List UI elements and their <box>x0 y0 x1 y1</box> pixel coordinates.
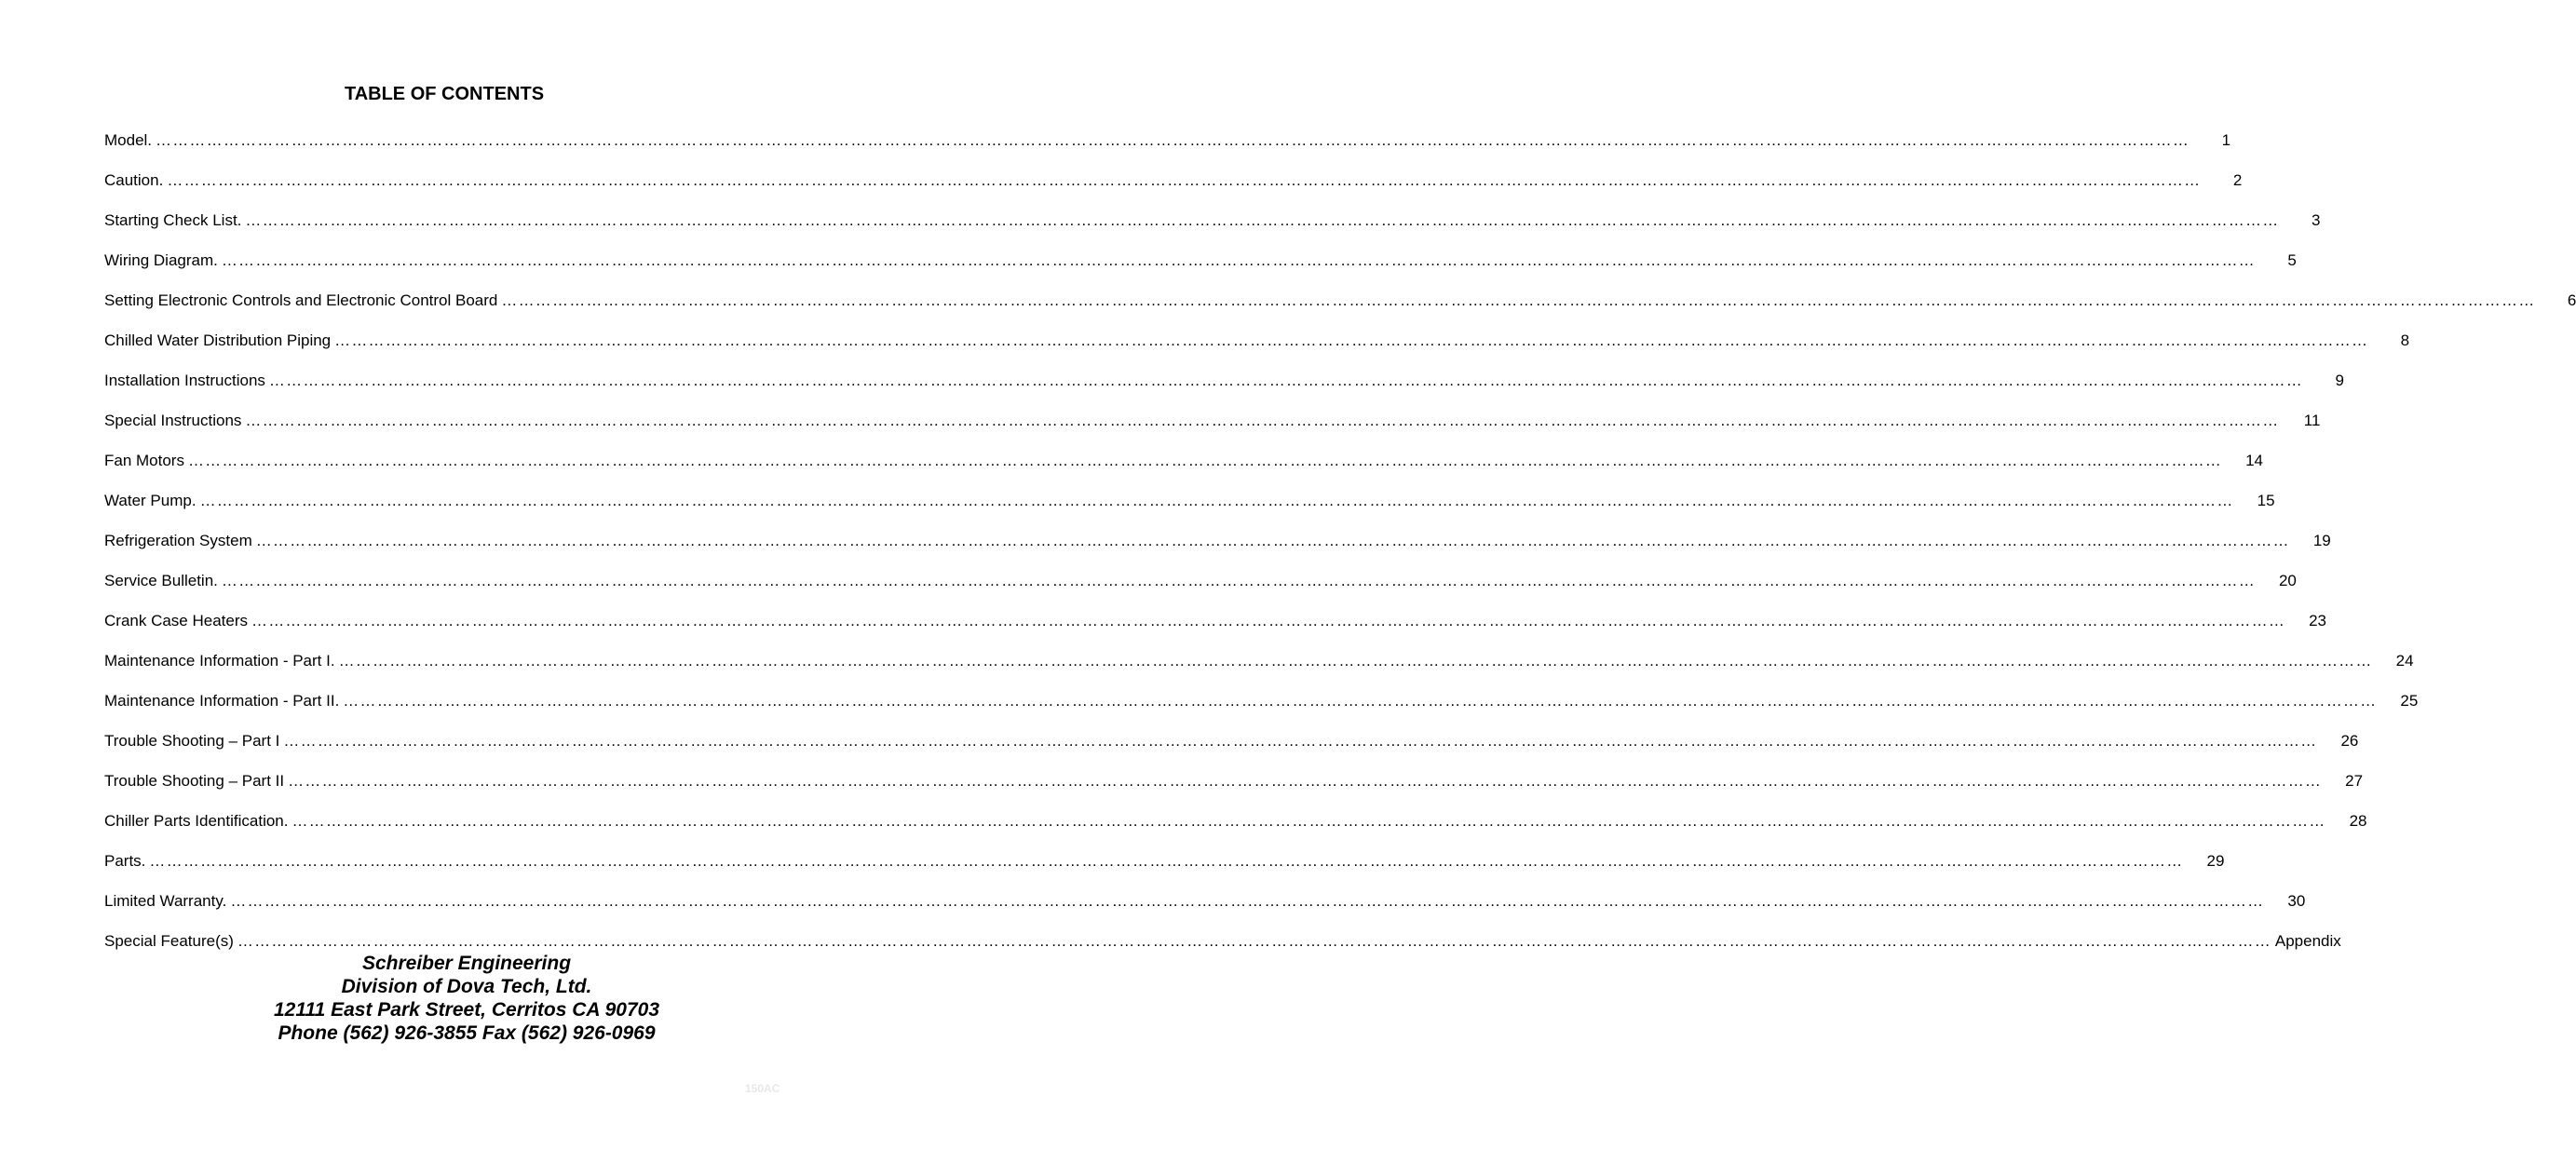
toc-entry-page: 14 <box>2245 452 2263 469</box>
toc-entry-chilled-water-piping <box>104 327 2410 367</box>
toc-entry-label: Trouble Shooting – Part II <box>104 772 285 790</box>
document-code: 150AC <box>745 1082 780 1095</box>
toc-entry-refrigeration-system <box>104 527 2331 567</box>
dot-leader: ……………………………………………………………………………………………………………………………………………………………………………………………………………………………………………………………………………………………………………………………… <box>187 452 2222 469</box>
dot-leader: ……………………………………………………………………………………………………………………………………………………………………………………………………………………………………………………………………………………………………………………………… <box>230 892 2265 910</box>
toc-entry-page: 9 <box>2335 372 2344 389</box>
toc-entry-label: Caution. <box>104 171 164 189</box>
toc-entry-page: 20 <box>2278 572 2297 589</box>
toc-entry-trouble-shooting-part-2 <box>104 767 2364 807</box>
dot-leader: ……………………………………………………………………………………………………………………………………………………………………………………………………………………………………………………………………………………………………………………………… <box>283 732 2318 750</box>
toc-entry-service-bulletin <box>104 567 2297 607</box>
dot-leader: ……………………………………………………………………………………………………………………………………………………………………………………………………………………………………………………………………………………………………………………………… <box>237 932 2271 950</box>
toc-entry-label: Crank Case Heaters <box>104 612 249 629</box>
page-title: TABLE OF CONTENTS <box>344 84 545 104</box>
dot-leader: ……………………………………………………………………………………………………………………………………………………………………………………………………………………………………………………………………………………………………………………………… <box>221 572 2256 589</box>
dot-leader: ……………………………………………………………………………………………………………………………………………………………………………………………………………………………………………………………………………………………………………………………… <box>156 131 2190 149</box>
toc-entry-electronic-controls <box>104 287 2576 327</box>
company-division: Division of Dova Tech, Ltd. <box>341 976 592 997</box>
toc-entry-page: 5 <box>2287 251 2297 269</box>
dot-leader: ……………………………………………………………………………………………………………………………………………………………………………………………………………………………………………………………………………………………………………………………… <box>501 291 2536 309</box>
toc-entry-trouble-shooting-part-1 <box>104 727 2359 767</box>
toc-entry-special-instructions <box>104 407 2321 447</box>
toc-entry-page: 1 <box>2221 131 2231 149</box>
dot-leader: ……………………………………………………………………………………………………………………………………………………………………………………………………………………………………………………………………………………………………………………………… <box>338 652 2373 670</box>
dot-leader: ……………………………………………………………………………………………………………………………………………………………………………………………………………………………………………………………………………………………………………………………… <box>199 492 2234 509</box>
toc-entry-label: Chilled Water Distribution Piping <box>104 331 332 349</box>
toc-entry-label: Chiller Parts Identification. <box>104 812 289 830</box>
toc-entry-label: Setting Electronic Controls and Electronic Control Board <box>104 291 498 309</box>
toc-entry-page: 27 <box>2345 772 2364 790</box>
toc-entry-page: 19 <box>2312 532 2331 549</box>
company-phone-fax: Phone (562) 926-3855 Fax (562) 926-0969 <box>278 1022 656 1044</box>
toc-entry-limited-warranty <box>104 887 2306 927</box>
toc-entry-label: Maintenance Information - Part II. <box>104 692 340 710</box>
toc-entry-label: Model. <box>104 131 153 149</box>
toc-entry-starting-check-list <box>104 207 2321 247</box>
toc-entry-page: 26 <box>2340 732 2359 750</box>
toc-entry-page: Appendix <box>2274 932 2341 950</box>
toc-entry-page: 24 <box>2395 652 2414 670</box>
dot-leader: ……………………………………………………………………………………………………………………………………………………………………………………………………………………………………………………………………………………………………………………………… <box>255 532 2290 549</box>
dot-leader: ……………………………………………………………………………………………………………………………………………………………………………………………………………………………………………………………………………………………………………………………… <box>334 331 2369 349</box>
dot-leader: ……………………………………………………………………………………………………………………………………………………………………………………………………………………………………………………………………………………………………………………………… <box>251 612 2286 629</box>
toc-entry-page: 28 <box>2349 812 2367 830</box>
toc-entry-water-pump <box>104 487 2275 527</box>
toc-entry-label: Installation Instructions <box>104 372 265 389</box>
toc-entry-page: 23 <box>2309 612 2327 629</box>
dot-leader: ……………………………………………………………………………………………………………………………………………………………………………………………………………………………………………………………………………………………………………………………… <box>167 171 2202 189</box>
toc-entry-label: Starting Check List. <box>104 211 242 229</box>
toc-entry-wiring-diagram <box>104 247 2297 287</box>
toc-entry-caution <box>104 167 2243 207</box>
toc-entry-label: Refrigeration System <box>104 532 252 549</box>
toc-entry-label: Special Instructions <box>104 412 242 429</box>
toc-entry-label: Parts. <box>104 852 146 870</box>
dot-leader: ……………………………………………………………………………………………………………………………………………………………………………………………………………………………………………………………………………………………………………………………… <box>245 412 2280 429</box>
dot-leader: ……………………………………………………………………………………………………………………………………………………………………………………………………………………………………………………………………………………………………………………………… <box>149 852 2184 870</box>
toc-entry-label: Special Feature(s) <box>104 932 234 950</box>
dot-leader: ……………………………………………………………………………………………………………………………………………………………………………………………………………………………………………………………………………………………………………………………… <box>343 692 2378 710</box>
toc-entry-page: 30 <box>2287 892 2306 910</box>
toc-entry-page: 11 <box>2303 412 2321 429</box>
toc-entry-page: 8 <box>2400 331 2410 349</box>
toc-entry-model <box>104 127 2231 167</box>
company-address-block <box>0 952 888 1045</box>
toc-entry-label: Limited Warranty. <box>104 892 227 910</box>
toc-entry-installation-instructions <box>104 367 2344 407</box>
dot-leader: ……………………………………………………………………………………………………………………………………………………………………………………………………………………………………………………………………………………………………………………………… <box>268 372 2303 389</box>
company-address: 12111 East Park Street, Cerritos CA 90703 <box>273 999 659 1021</box>
toc-entry-fan-motors <box>104 447 2263 487</box>
toc-entry-label: Water Pump. <box>104 492 197 509</box>
table-of-contents <box>104 127 2576 967</box>
toc-entry-label: Trouble Shooting – Part I <box>104 732 280 750</box>
toc-entry-label: Maintenance Information - Part I. <box>104 652 335 670</box>
toc-entry-maintenance-part-2 <box>104 687 2419 727</box>
dot-leader: ……………………………………………………………………………………………………………………………………………………………………………………………………………………………………………………………………………………………………………………………… <box>245 211 2280 229</box>
toc-entry-label: Wiring Diagram. <box>104 251 218 269</box>
toc-entry-page: 6 <box>2567 291 2576 309</box>
dot-leader: ……………………………………………………………………………………………………………………………………………………………………………………………………………………………………………………………………………………………………………………………… <box>291 812 2326 830</box>
toc-entry-page: 3 <box>2311 211 2321 229</box>
toc-entry-page: 15 <box>2257 492 2275 509</box>
toc-entry-page: 2 <box>2232 171 2243 189</box>
dot-leader: ……………………………………………………………………………………………………………………………………………………………………………………………………………………………………………………………………………………………………………………………… <box>221 251 2256 269</box>
toc-entry-crank-case-heaters <box>104 607 2327 647</box>
dot-leader: ……………………………………………………………………………………………………………………………………………………………………………………………………………………………………………………………………………………………………………………………… <box>288 772 2323 790</box>
company-name: Schreiber Engineering <box>361 953 572 974</box>
toc-entry-maintenance-part-1 <box>104 647 2414 687</box>
toc-entry-chiller-parts-identification <box>104 807 2367 847</box>
toc-entry-parts <box>104 847 2225 887</box>
toc-entry-page: 29 <box>2206 852 2225 870</box>
toc-entry-label: Fan Motors <box>104 452 184 469</box>
toc-entry-page: 25 <box>2400 692 2419 710</box>
toc-entry-label: Service Bulletin. <box>104 572 218 589</box>
